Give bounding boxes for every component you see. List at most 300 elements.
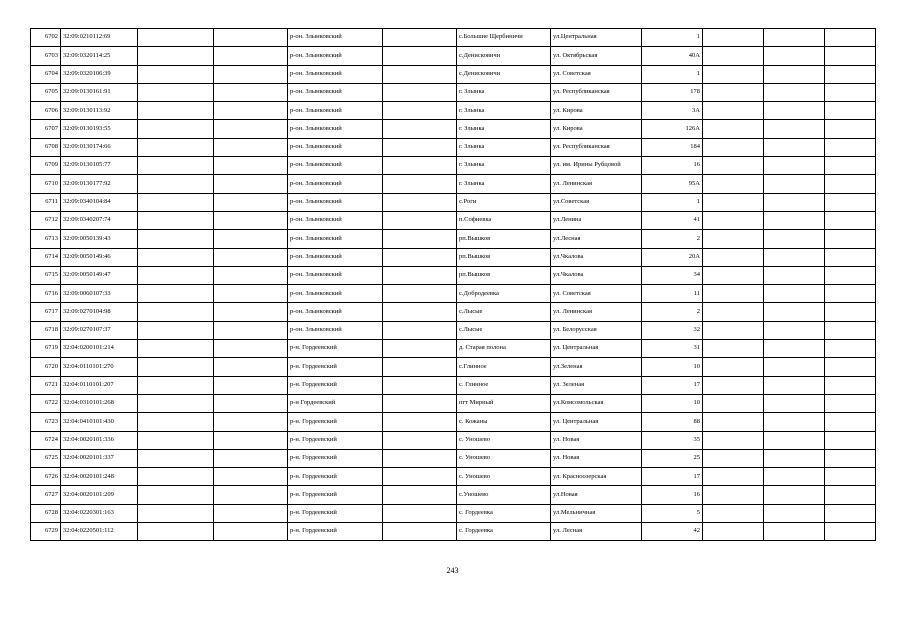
street-cell: ул. Центральная bbox=[551, 413, 642, 431]
empty-cell bbox=[764, 211, 825, 229]
empty-cell bbox=[383, 157, 457, 175]
house-number-cell: 17 bbox=[642, 468, 703, 486]
empty-cell bbox=[825, 120, 876, 138]
cadastral-number-cell: 32:09:0130193:55 bbox=[61, 120, 138, 138]
empty-cell bbox=[383, 468, 457, 486]
empty-cell bbox=[825, 211, 876, 229]
empty-cell bbox=[138, 65, 214, 83]
empty-cell bbox=[138, 504, 214, 522]
house-number-cell: 20А bbox=[642, 248, 703, 266]
street-cell: ул. Кирова bbox=[551, 120, 642, 138]
house-number-cell: 10 bbox=[642, 358, 703, 376]
empty-cell bbox=[764, 157, 825, 175]
empty-cell bbox=[383, 230, 457, 248]
empty-cell bbox=[825, 83, 876, 101]
district-cell: р-он. Злынковский bbox=[288, 83, 383, 101]
empty-cell bbox=[703, 468, 764, 486]
cadastral-number-cell: 32:09:0340207:74 bbox=[61, 211, 138, 229]
empty-cell bbox=[214, 468, 288, 486]
empty-cell bbox=[703, 285, 764, 303]
settlement-cell: г. Злынка bbox=[457, 175, 551, 193]
cadastral-number-cell: 32:09:0210112:69 bbox=[61, 29, 138, 47]
cadastral-number-cell: 32:04:0200101:214 bbox=[61, 340, 138, 358]
district-cell: р-он. Злынковский bbox=[288, 230, 383, 248]
empty-cell bbox=[825, 358, 876, 376]
empty-cell bbox=[138, 120, 214, 138]
district-cell: р-н. Гордеевский bbox=[288, 431, 383, 449]
settlement-cell: с.Добродеевка bbox=[457, 285, 551, 303]
empty-cell bbox=[138, 266, 214, 284]
empty-cell bbox=[764, 376, 825, 394]
empty-cell bbox=[138, 321, 214, 339]
street-cell: ул. Красноозерская bbox=[551, 468, 642, 486]
empty-cell bbox=[764, 504, 825, 522]
empty-cell bbox=[138, 486, 214, 504]
registry-table bbox=[30, 28, 876, 541]
empty-cell bbox=[383, 394, 457, 412]
empty-cell bbox=[764, 29, 825, 47]
empty-cell bbox=[214, 83, 288, 101]
cadastral-number-cell: 32:04:0110101:207 bbox=[61, 376, 138, 394]
empty-cell bbox=[825, 266, 876, 284]
row-number-cell: 6725 bbox=[31, 449, 61, 467]
empty-cell bbox=[703, 486, 764, 504]
empty-cell bbox=[138, 285, 214, 303]
district-cell: р-он. Злынковский bbox=[288, 285, 383, 303]
district-cell: р-он. Злынковский bbox=[288, 266, 383, 284]
empty-cell bbox=[138, 431, 214, 449]
empty-cell bbox=[214, 504, 288, 522]
district-cell: р-он. Злынковский bbox=[288, 303, 383, 321]
row-number-cell: 6726 bbox=[31, 468, 61, 486]
street-cell: ул.Чкалова bbox=[551, 266, 642, 284]
house-number-cell: 3А bbox=[642, 102, 703, 120]
empty-cell bbox=[138, 248, 214, 266]
empty-cell bbox=[703, 47, 764, 65]
empty-cell bbox=[825, 193, 876, 211]
empty-cell bbox=[214, 413, 288, 431]
house-number-cell: 40А bbox=[642, 47, 703, 65]
empty-cell bbox=[703, 83, 764, 101]
empty-cell bbox=[703, 157, 764, 175]
district-cell: р-н Гордеевский bbox=[288, 394, 383, 412]
empty-cell bbox=[214, 376, 288, 394]
empty-cell bbox=[825, 340, 876, 358]
settlement-cell: с. Глинное bbox=[457, 376, 551, 394]
row-number-cell: 6729 bbox=[31, 523, 61, 541]
settlement-cell: г. Злынка bbox=[457, 157, 551, 175]
row-number-cell: 6716 bbox=[31, 285, 61, 303]
table-row bbox=[31, 486, 876, 504]
empty-cell bbox=[214, 47, 288, 65]
empty-cell bbox=[703, 504, 764, 522]
empty-cell bbox=[703, 175, 764, 193]
empty-cell bbox=[383, 211, 457, 229]
street-cell: ул. Октябрьская bbox=[551, 47, 642, 65]
empty-cell bbox=[214, 29, 288, 47]
empty-cell bbox=[214, 394, 288, 412]
empty-cell bbox=[383, 29, 457, 47]
empty-cell bbox=[214, 138, 288, 156]
settlement-cell: с.Денисковичи bbox=[457, 47, 551, 65]
empty-cell bbox=[383, 321, 457, 339]
house-number-cell: 31 bbox=[642, 340, 703, 358]
empty-cell bbox=[764, 266, 825, 284]
settlement-cell: рп.Вышков bbox=[457, 230, 551, 248]
house-number-cell: 178 bbox=[642, 83, 703, 101]
empty-cell bbox=[138, 175, 214, 193]
cadastral-number-cell: 32:04:0220301:163 bbox=[61, 504, 138, 522]
empty-cell bbox=[825, 431, 876, 449]
empty-cell bbox=[383, 504, 457, 522]
row-number-cell: 6704 bbox=[31, 65, 61, 83]
empty-cell bbox=[383, 523, 457, 541]
table-row bbox=[31, 29, 876, 47]
empty-cell bbox=[764, 523, 825, 541]
empty-cell bbox=[214, 266, 288, 284]
cadastral-number-cell: 32:09:0050149:47 bbox=[61, 266, 138, 284]
empty-cell bbox=[214, 431, 288, 449]
street-cell: ул. Республиканская bbox=[551, 83, 642, 101]
house-number-cell: 88 bbox=[642, 413, 703, 431]
empty-cell bbox=[825, 504, 876, 522]
row-number-cell: 6728 bbox=[31, 504, 61, 522]
district-cell: р-он. Злынковский bbox=[288, 157, 383, 175]
empty-cell bbox=[703, 248, 764, 266]
street-cell: ул.Чкалова bbox=[551, 248, 642, 266]
cadastral-number-cell: 32:09:0340104:84 bbox=[61, 193, 138, 211]
table-row bbox=[31, 138, 876, 156]
empty-cell bbox=[138, 102, 214, 120]
empty-cell bbox=[383, 376, 457, 394]
table-row bbox=[31, 102, 876, 120]
empty-cell bbox=[214, 193, 288, 211]
settlement-cell: г. Злынка bbox=[457, 83, 551, 101]
empty-cell bbox=[138, 230, 214, 248]
empty-cell bbox=[764, 120, 825, 138]
empty-cell bbox=[383, 102, 457, 120]
table-row bbox=[31, 523, 876, 541]
settlement-cell: п.Софиевка bbox=[457, 211, 551, 229]
settlement-cell: г. Злынка bbox=[457, 138, 551, 156]
empty-cell bbox=[703, 431, 764, 449]
settlement-cell: с. Уношево bbox=[457, 468, 551, 486]
row-number-cell: 6707 bbox=[31, 120, 61, 138]
settlement-cell: г. Злынка bbox=[457, 102, 551, 120]
street-cell: ул. Советская bbox=[551, 285, 642, 303]
empty-cell bbox=[138, 47, 214, 65]
house-number-cell: 34 bbox=[642, 266, 703, 284]
empty-cell bbox=[214, 285, 288, 303]
empty-cell bbox=[214, 321, 288, 339]
cadastral-number-cell: 32:09:0050149:46 bbox=[61, 248, 138, 266]
settlement-cell: с. Гордеевка bbox=[457, 504, 551, 522]
empty-cell bbox=[214, 102, 288, 120]
empty-cell bbox=[214, 523, 288, 541]
empty-cell bbox=[138, 303, 214, 321]
registry-rows bbox=[31, 29, 876, 541]
house-number-cell: 42 bbox=[642, 523, 703, 541]
empty-cell bbox=[138, 358, 214, 376]
house-number-cell: 11 bbox=[642, 285, 703, 303]
empty-cell bbox=[764, 175, 825, 193]
table-row bbox=[31, 157, 876, 175]
settlement-cell: с.Большие Щербиничи bbox=[457, 29, 551, 47]
empty-cell bbox=[764, 83, 825, 101]
settlement-cell: пгт Мирный bbox=[457, 394, 551, 412]
empty-cell bbox=[703, 29, 764, 47]
empty-cell bbox=[383, 193, 457, 211]
cadastral-number-cell: 32:09:0270104:98 bbox=[61, 303, 138, 321]
empty-cell bbox=[703, 394, 764, 412]
empty-cell bbox=[825, 29, 876, 47]
page-number: 243 bbox=[446, 566, 459, 575]
cadastral-number-cell: 32:09:0050139:43 bbox=[61, 230, 138, 248]
table-row bbox=[31, 504, 876, 522]
street-cell: ул.Советская bbox=[551, 193, 642, 211]
table-row bbox=[31, 65, 876, 83]
house-number-cell: 35 bbox=[642, 431, 703, 449]
table-row bbox=[31, 47, 876, 65]
empty-cell bbox=[214, 120, 288, 138]
empty-cell bbox=[383, 47, 457, 65]
row-number-cell: 6706 bbox=[31, 102, 61, 120]
empty-cell bbox=[764, 193, 825, 211]
empty-cell bbox=[138, 138, 214, 156]
district-cell: р-он. Злынковский bbox=[288, 211, 383, 229]
empty-cell bbox=[764, 230, 825, 248]
settlement-cell: с.Денисковичи bbox=[457, 65, 551, 83]
empty-cell bbox=[825, 486, 876, 504]
empty-cell bbox=[825, 102, 876, 120]
house-number-cell: 16 bbox=[642, 486, 703, 504]
empty-cell bbox=[383, 285, 457, 303]
empty-cell bbox=[703, 358, 764, 376]
district-cell: р-н. Гордеевский bbox=[288, 504, 383, 522]
empty-cell bbox=[138, 376, 214, 394]
district-cell: р-он. Злынковский bbox=[288, 29, 383, 47]
settlement-cell: д. Старая полона bbox=[457, 340, 551, 358]
empty-cell bbox=[383, 303, 457, 321]
house-number-cell: 17 bbox=[642, 376, 703, 394]
district-cell: р-он. Злынковский bbox=[288, 47, 383, 65]
empty-cell bbox=[383, 431, 457, 449]
empty-cell bbox=[764, 138, 825, 156]
house-number-cell: 5 bbox=[642, 504, 703, 522]
row-number-cell: 6718 bbox=[31, 321, 61, 339]
house-number-cell: 1 bbox=[642, 193, 703, 211]
table-row bbox=[31, 376, 876, 394]
empty-cell bbox=[214, 230, 288, 248]
empty-cell bbox=[825, 449, 876, 467]
table-row bbox=[31, 413, 876, 431]
row-number-cell: 6720 bbox=[31, 358, 61, 376]
settlement-cell: с. Уношево bbox=[457, 431, 551, 449]
settlement-cell: с.Роги bbox=[457, 193, 551, 211]
empty-cell bbox=[764, 102, 825, 120]
street-cell: ул.Центральная bbox=[551, 29, 642, 47]
empty-cell bbox=[138, 193, 214, 211]
empty-cell bbox=[825, 468, 876, 486]
empty-cell bbox=[825, 376, 876, 394]
cadastral-number-cell: 32:04:0020101:209 bbox=[61, 486, 138, 504]
empty-cell bbox=[764, 285, 825, 303]
district-cell: р-он. Злынковский bbox=[288, 248, 383, 266]
empty-cell bbox=[383, 486, 457, 504]
cadastral-number-cell: 32:09:0270107:37 bbox=[61, 321, 138, 339]
house-number-cell: 95А bbox=[642, 175, 703, 193]
house-number-cell: 41 bbox=[642, 211, 703, 229]
street-cell: ул. Центральная bbox=[551, 340, 642, 358]
cadastral-number-cell: 32:09:0130174:66 bbox=[61, 138, 138, 156]
settlement-cell: с. Гордеевка bbox=[457, 523, 551, 541]
district-cell: р-он. Злынковский bbox=[288, 120, 383, 138]
house-number-cell: 10 bbox=[642, 394, 703, 412]
settlement-cell: с.Глинное bbox=[457, 358, 551, 376]
empty-cell bbox=[138, 449, 214, 467]
empty-cell bbox=[764, 248, 825, 266]
table-row bbox=[31, 321, 876, 339]
empty-cell bbox=[383, 266, 457, 284]
settlement-cell: рп.Вышков bbox=[457, 266, 551, 284]
table-row bbox=[31, 211, 876, 229]
empty-cell bbox=[703, 303, 764, 321]
empty-cell bbox=[825, 230, 876, 248]
house-number-cell: 2 bbox=[642, 230, 703, 248]
cadastral-number-cell: 32:09:0130105:77 bbox=[61, 157, 138, 175]
empty-cell bbox=[825, 138, 876, 156]
empty-cell bbox=[214, 65, 288, 83]
settlement-cell: с. Уношево bbox=[457, 449, 551, 467]
row-number-cell: 6712 bbox=[31, 211, 61, 229]
table-row bbox=[31, 468, 876, 486]
empty-cell bbox=[703, 376, 764, 394]
settlement-cell: рп.Вышков bbox=[457, 248, 551, 266]
street-cell: ул. Ленинская bbox=[551, 303, 642, 321]
empty-cell bbox=[825, 157, 876, 175]
cadastral-number-cell: 32:09:0130113:92 bbox=[61, 102, 138, 120]
empty-cell bbox=[764, 321, 825, 339]
table-row bbox=[31, 449, 876, 467]
empty-cell bbox=[703, 413, 764, 431]
table-row bbox=[31, 83, 876, 101]
empty-cell bbox=[703, 138, 764, 156]
district-cell: р-н. Гордеевский bbox=[288, 468, 383, 486]
street-cell: ул.Комсомольская bbox=[551, 394, 642, 412]
cadastral-number-cell: 32:04:0110101:270 bbox=[61, 358, 138, 376]
empty-cell bbox=[214, 175, 288, 193]
cadastral-number-cell: 32:09:0060107:33 bbox=[61, 285, 138, 303]
empty-cell bbox=[383, 413, 457, 431]
empty-cell bbox=[703, 193, 764, 211]
row-number-cell: 6723 bbox=[31, 413, 61, 431]
empty-cell bbox=[383, 358, 457, 376]
empty-cell bbox=[703, 523, 764, 541]
district-cell: р-н. Гордеевский bbox=[288, 376, 383, 394]
house-number-cell: 126А bbox=[642, 120, 703, 138]
table-row bbox=[31, 193, 876, 211]
settlement-cell: с.Лысые bbox=[457, 303, 551, 321]
street-cell: ул. Ленинская bbox=[551, 175, 642, 193]
cadastral-number-cell: 32:09:0130161:91 bbox=[61, 83, 138, 101]
street-cell: ул.Лесная bbox=[551, 230, 642, 248]
empty-cell bbox=[764, 486, 825, 504]
row-number-cell: 6714 bbox=[31, 248, 61, 266]
empty-cell bbox=[214, 486, 288, 504]
house-number-cell: 184 bbox=[642, 138, 703, 156]
row-number-cell: 6719 bbox=[31, 340, 61, 358]
street-cell: ул.Зеленая bbox=[551, 358, 642, 376]
district-cell: р-он. Злынковский bbox=[288, 138, 383, 156]
empty-cell bbox=[138, 394, 214, 412]
cadastral-number-cell: 32:04:0020101:248 bbox=[61, 468, 138, 486]
district-cell: р-он. Злынковский bbox=[288, 65, 383, 83]
empty-cell bbox=[383, 340, 457, 358]
street-cell: ул.Новая bbox=[551, 486, 642, 504]
empty-cell bbox=[383, 175, 457, 193]
empty-cell bbox=[214, 340, 288, 358]
empty-cell bbox=[383, 83, 457, 101]
house-number-cell: 16 bbox=[642, 157, 703, 175]
empty-cell bbox=[138, 29, 214, 47]
empty-cell bbox=[383, 138, 457, 156]
cadastral-number-cell: 32:04:0410101:430 bbox=[61, 413, 138, 431]
house-number-cell: 2 bbox=[642, 303, 703, 321]
district-cell: р-н. Гордеевский bbox=[288, 486, 383, 504]
empty-cell bbox=[764, 65, 825, 83]
street-cell: ул. Зеленая bbox=[551, 376, 642, 394]
settlement-cell: с.Уношево bbox=[457, 486, 551, 504]
street-cell: ул. Кирова bbox=[551, 102, 642, 120]
empty-cell bbox=[764, 449, 825, 467]
district-cell: р-н. Гордеевский bbox=[288, 449, 383, 467]
empty-cell bbox=[703, 102, 764, 120]
empty-cell bbox=[703, 340, 764, 358]
empty-cell bbox=[214, 211, 288, 229]
street-cell: ул.Ленина bbox=[551, 211, 642, 229]
district-cell: р-н. Гордеевский bbox=[288, 340, 383, 358]
row-number-cell: 6702 bbox=[31, 29, 61, 47]
district-cell: р-н. Гордеевский bbox=[288, 523, 383, 541]
empty-cell bbox=[703, 120, 764, 138]
empty-cell bbox=[764, 47, 825, 65]
table-row bbox=[31, 431, 876, 449]
table-row bbox=[31, 230, 876, 248]
district-cell: р-н. Гордеевский bbox=[288, 358, 383, 376]
empty-cell bbox=[703, 449, 764, 467]
empty-cell bbox=[825, 394, 876, 412]
empty-cell bbox=[214, 248, 288, 266]
empty-cell bbox=[703, 230, 764, 248]
settlement-cell: с.Лысые bbox=[457, 321, 551, 339]
row-number-cell: 6715 bbox=[31, 266, 61, 284]
cadastral-number-cell: 32:04:0020101:337 bbox=[61, 449, 138, 467]
empty-cell bbox=[703, 321, 764, 339]
empty-cell bbox=[825, 65, 876, 83]
district-cell: р-он. Злынковский bbox=[288, 175, 383, 193]
street-cell: ул.Мельничная bbox=[551, 504, 642, 522]
empty-cell bbox=[214, 157, 288, 175]
row-number-cell: 6713 bbox=[31, 230, 61, 248]
house-number-cell: 1 bbox=[642, 29, 703, 47]
empty-cell bbox=[764, 431, 825, 449]
empty-cell bbox=[138, 468, 214, 486]
row-number-cell: 6709 bbox=[31, 157, 61, 175]
empty-cell bbox=[383, 65, 457, 83]
empty-cell bbox=[825, 175, 876, 193]
empty-cell bbox=[214, 449, 288, 467]
district-cell: р-он. Злынковский bbox=[288, 102, 383, 120]
